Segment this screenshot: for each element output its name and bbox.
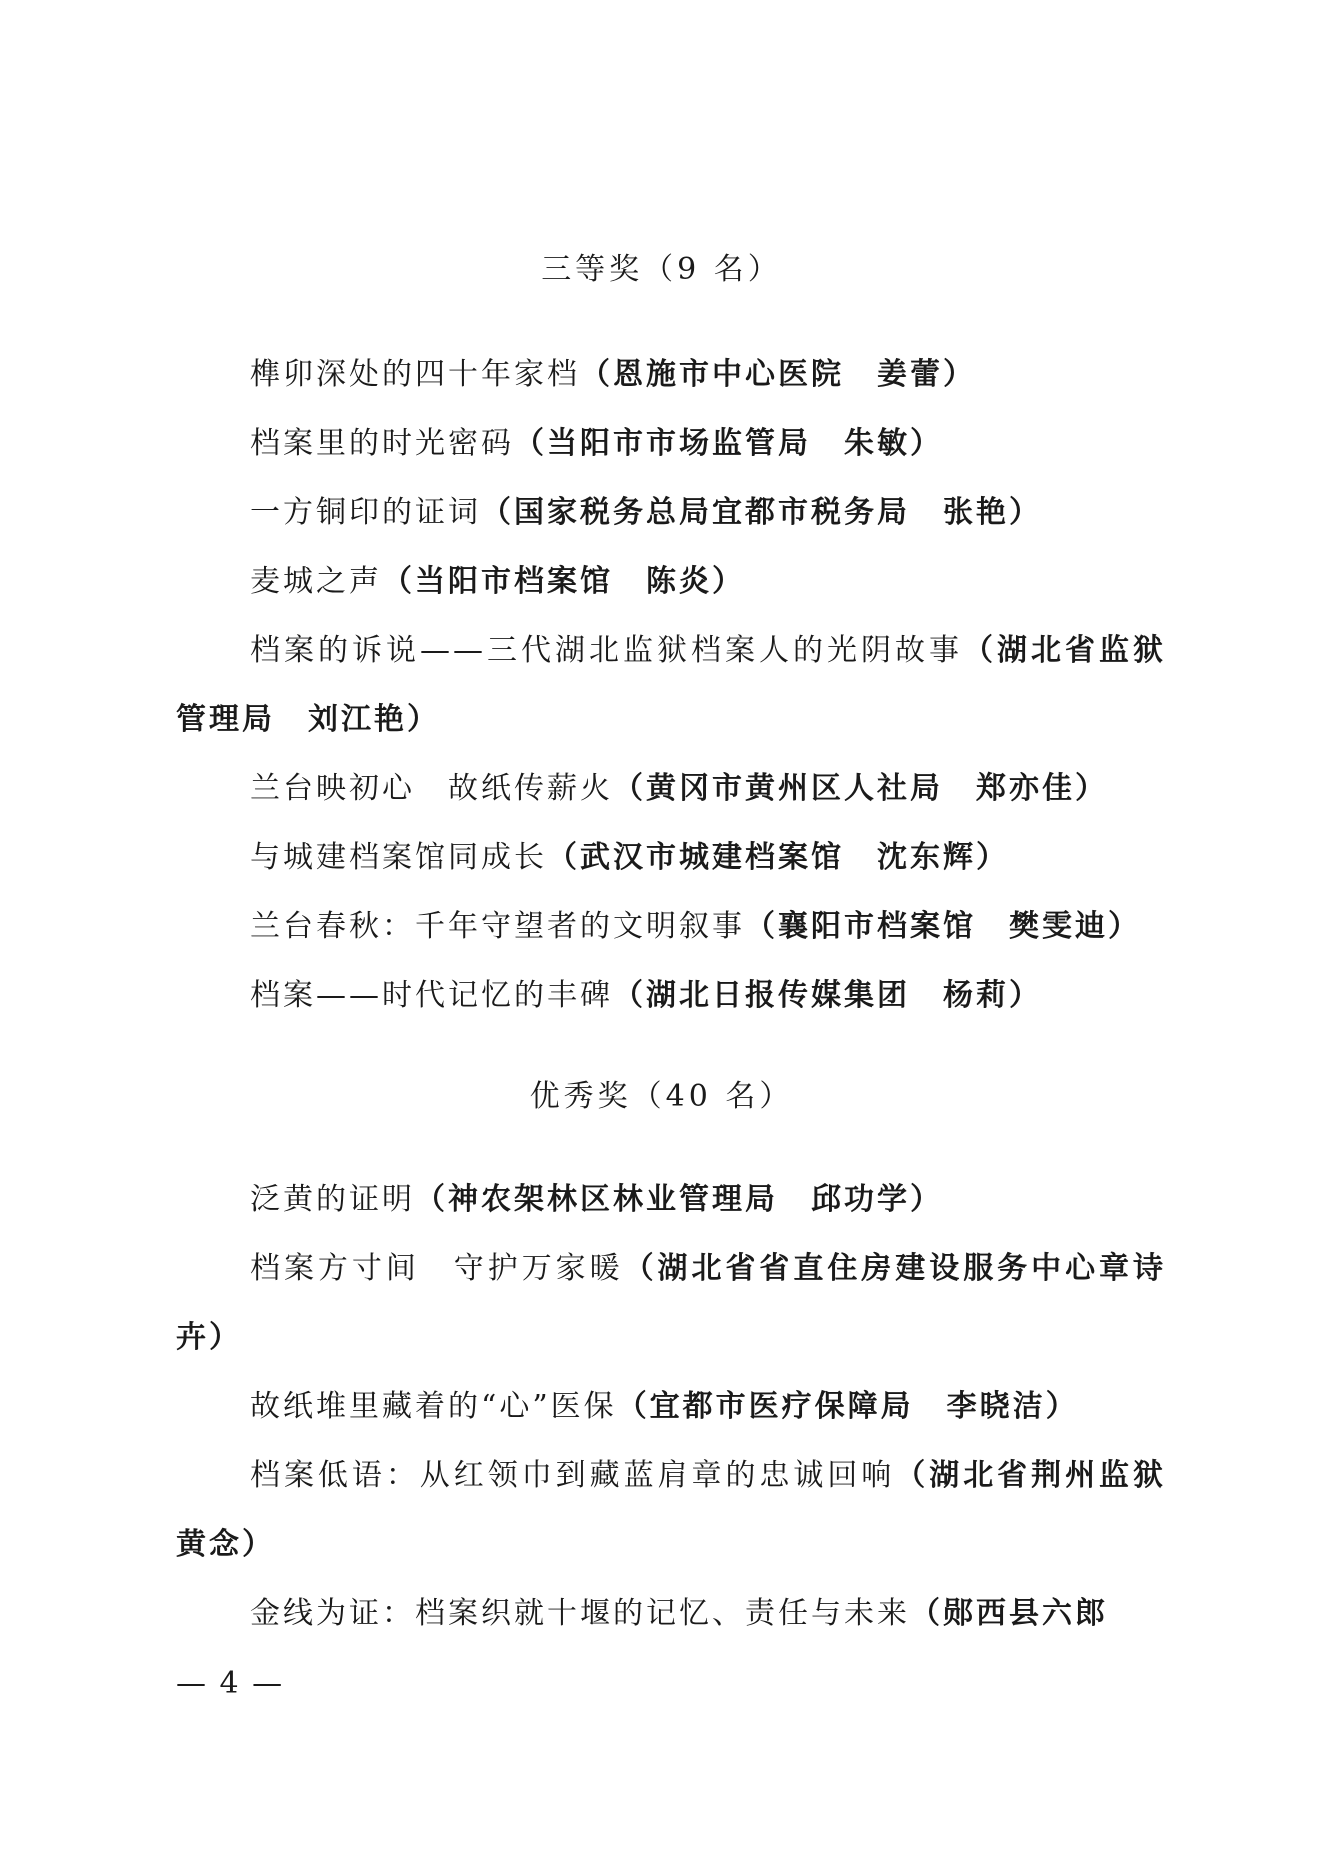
entry-org: （黄冈市黄州区人社局 郑亦佳）: [613, 771, 1108, 806]
section-heading-excellence-award: 优秀奖（40 名）: [529, 1079, 794, 1114]
entry-title: 档案里的时光密码: [250, 426, 514, 461]
entry-title: 档案方寸间 守护万家暖: [250, 1251, 624, 1286]
entry-org: （湖北省监狱管理局 刘江艳）: [176, 633, 1166, 737]
entry-org: （武汉市城建档案馆 沈东辉）: [547, 840, 1009, 875]
entry-title: 兰台春秋：千年守望者的文明叙事: [250, 909, 745, 944]
entry-title: 档案低语：从红领巾到藏蓝肩章的忠诚回响: [250, 1458, 896, 1493]
section-heading-third-prize: 三等奖（9 名）: [541, 252, 782, 287]
entry-org: （湖北省省直住房建设服务中心章诗卉）: [176, 1251, 1167, 1355]
entry-title: 金线为证：档案织就十堰的记忆、责任与未来: [250, 1596, 910, 1631]
list-item: [176, 409, 1166, 478]
third-prize-list: [176, 340, 1166, 1030]
entry-title: 麦城之声: [250, 564, 382, 599]
excellence-award-list: [176, 1165, 1200, 1648]
entry-title: 榫卯深处的四十年家档: [250, 357, 580, 392]
entry-org: （国家税务总局宜都市税务局 张艳）: [481, 495, 1042, 530]
list-item: [176, 1372, 1166, 1441]
entry-title: 与城建档案馆同成长: [250, 840, 547, 875]
list-item: [176, 823, 1166, 892]
page-number: — 4 —: [176, 1666, 285, 1701]
entry-title: 档案——时代记忆的丰碑: [250, 978, 613, 1013]
entry-org: （恩施市中心医院 姜蕾）: [580, 357, 976, 392]
entry-title: 兰台映初心 故纸传薪火: [250, 771, 613, 806]
list-item: [176, 1234, 1166, 1372]
list-item: [176, 478, 1166, 547]
list-item: [176, 1165, 1166, 1234]
list-item: [176, 961, 1166, 1030]
entry-title: 故纸堆里藏着的“心”医保: [250, 1389, 617, 1424]
entry-org: （当阳市市场监管局 朱敏）: [514, 426, 943, 461]
entry-title: 一方铜印的证词: [250, 495, 481, 530]
list-item: [176, 1441, 1200, 1579]
entry-title: 档案的诉说——三代湖北监狱档案人的光阴故事: [250, 633, 963, 668]
list-item: [176, 340, 1166, 409]
entry-org: （郧西县六郎: [910, 1596, 1108, 1631]
entry-org: （湖北日报传媒集团 杨莉）: [613, 978, 1042, 1013]
list-item: [176, 892, 1166, 961]
list-item: [176, 616, 1166, 754]
list-item: [176, 754, 1166, 823]
entry-org: （湖北省荆州监狱 黄念）: [176, 1458, 1200, 1562]
entry-org: （神农架林区林业管理局 邱功学）: [415, 1182, 943, 1217]
entry-title: 泛黄的证明: [250, 1182, 415, 1217]
entry-org: （襄阳市档案馆 樊雯迪）: [745, 909, 1141, 944]
list-item: [176, 1579, 1166, 1648]
entry-org: （宜都市医疗保障局 李晓洁）: [616, 1389, 1079, 1424]
list-item: [176, 547, 1166, 616]
entry-org: （当阳市档案馆 陈炎）: [382, 564, 745, 599]
